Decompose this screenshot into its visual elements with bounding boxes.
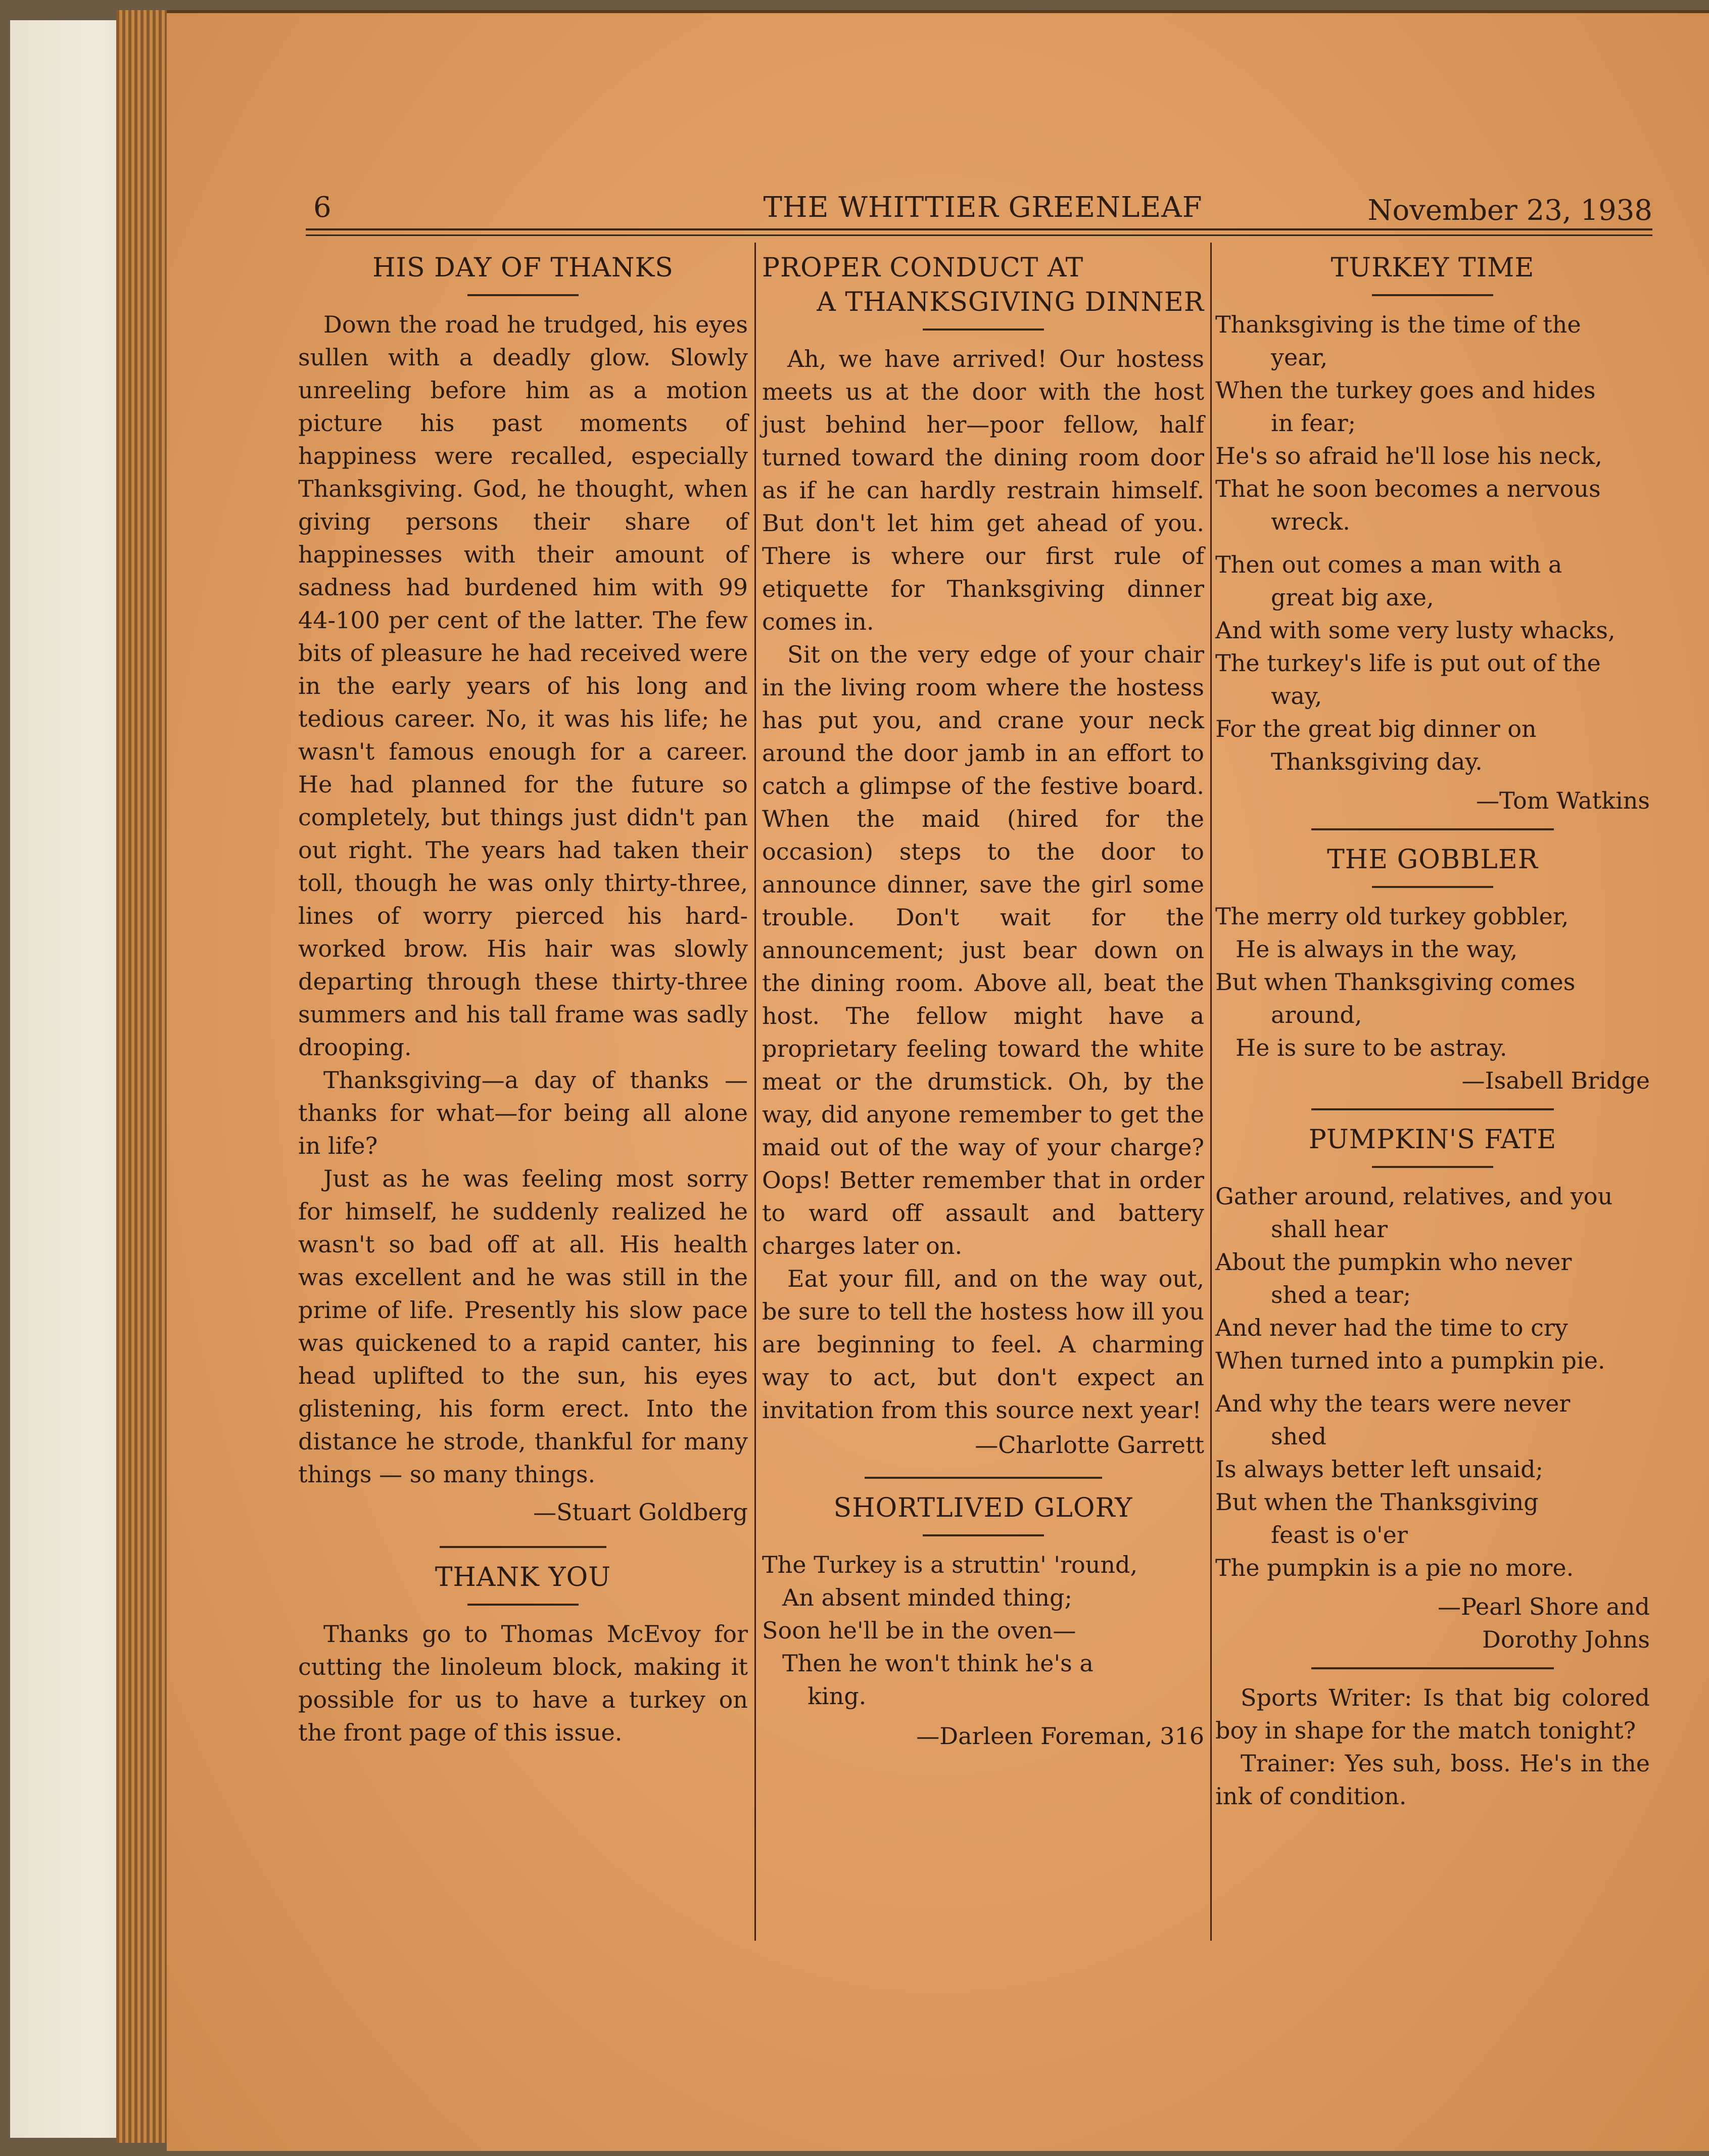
poem-line: Thanksgiving is the time of the bbox=[1215, 311, 1581, 338]
poem-line: The turkey's life is put out of the bbox=[1215, 649, 1601, 677]
poem-line: The pumpkin is a pie no more. bbox=[1215, 1554, 1574, 1581]
poem-line: But when Thanksgiving comes bbox=[1215, 968, 1576, 996]
poem-the-gobbler bbox=[1215, 900, 1650, 1064]
poem-line: around, bbox=[1271, 1001, 1362, 1028]
article-title-thank-you: THANK YOU bbox=[435, 1562, 611, 1592]
article-title-line-1: PROPER CONDUCT AT bbox=[762, 253, 1084, 283]
title-underline bbox=[467, 1604, 579, 1606]
article-signature: —Charlotte Garrett bbox=[975, 1431, 1204, 1459]
poem-line: When the turkey goes and hides bbox=[1215, 377, 1596, 404]
article-separator bbox=[1311, 1667, 1554, 1669]
poem-line: That he soon becomes a nervous bbox=[1215, 475, 1601, 502]
column-divider-right bbox=[1210, 243, 1212, 1941]
poem-line: feast is o'er bbox=[1271, 1521, 1408, 1549]
stanza-gap bbox=[1215, 538, 1650, 548]
poem-line: year, bbox=[1271, 344, 1328, 371]
poem-line: wreck. bbox=[1271, 508, 1350, 535]
poem-line: About the pumpkin who never bbox=[1215, 1248, 1572, 1276]
column-divider-left bbox=[754, 243, 756, 1941]
poem-line: shall hear bbox=[1271, 1215, 1388, 1243]
article-separator bbox=[865, 1477, 1102, 1479]
poem-line: When turned into a pumpkin pie. bbox=[1215, 1347, 1605, 1374]
poem-line: shed a tear; bbox=[1271, 1281, 1411, 1308]
poem-signature: —Tom Watkins bbox=[1476, 787, 1650, 814]
title-underline bbox=[467, 294, 579, 296]
header-rule-bottom bbox=[306, 235, 1652, 236]
poem-line: The merry old turkey gobbler, bbox=[1215, 903, 1569, 930]
poem-line: And why the tears were never bbox=[1215, 1390, 1571, 1417]
poem-signature: Dorothy Johns bbox=[1482, 1626, 1650, 1653]
article-paragraph: Eat your fill, and on the way out, be sure to tell the hostess how ill you are beginning to feel. A charming way to act, but don't expect an invitation from this source next year! bbox=[762, 1265, 1204, 1424]
article-separator bbox=[1311, 828, 1554, 830]
poem-line: An absent minded thing; bbox=[782, 1584, 1072, 1611]
article-paragraph: Thanks go to Thomas McEvoy for cutting the linoleum block, making it possible for us to have a turkey on the front page of this issue. bbox=[298, 1620, 748, 1746]
poem-title-pumpkins-fate: PUMPKIN'S FATE bbox=[1308, 1124, 1557, 1155]
stanza-gap bbox=[1215, 1377, 1650, 1387]
poem-line: The Turkey is a struttin' 'round, bbox=[762, 1551, 1138, 1578]
article-title-line-2: A THANKSGIVING DINNER bbox=[817, 287, 1204, 317]
issue-date: November 23, 1938 bbox=[1367, 194, 1652, 227]
poem-line: He is always in the way, bbox=[1236, 935, 1518, 963]
newspaper-title: THE WHITTIER GREENLEAF bbox=[763, 191, 1203, 224]
title-underline bbox=[1372, 886, 1493, 888]
poem-signature: —Isabell Bridge bbox=[1461, 1067, 1650, 1094]
article-paragraph: Thanksgiving—a day of thanks —thanks for what—for being all alone in life? bbox=[298, 1066, 748, 1159]
poem-line: And with some very lusty whacks, bbox=[1215, 617, 1616, 644]
article-signature: —Stuart Goldberg bbox=[533, 1498, 748, 1526]
poem-turkey-time bbox=[1215, 308, 1650, 778]
column-2 bbox=[762, 251, 1204, 1753]
poem-line: Gather around, relatives, and you bbox=[1215, 1183, 1613, 1210]
article-paragraph: Ah, we have arrived! Our hostess meets us at the door with the host just behind her—poor fellow, half turned toward the dining room door as if he can hardly restrain himself. But don't let him get ahead of you. There is where our first rule of etiquette for Thanksgiving dinner comes in. bbox=[762, 345, 1204, 635]
poem-line: in fear; bbox=[1271, 409, 1356, 437]
page-number: 6 bbox=[313, 191, 331, 224]
poem-line: Soon he'll be in the oven— bbox=[762, 1617, 1076, 1644]
joke-paragraph: Sports Writer: Is that big colored boy in shape for the match tonight? bbox=[1215, 1684, 1650, 1744]
poem-line: Thanksgiving day. bbox=[1271, 748, 1483, 775]
poem-line: king. bbox=[808, 1682, 867, 1710]
page-stack-edges bbox=[116, 10, 172, 2143]
poem-line: He is sure to be astray. bbox=[1236, 1034, 1507, 1061]
poem-line: shed bbox=[1271, 1423, 1326, 1450]
poem-line: Is always better left unsaid; bbox=[1215, 1456, 1544, 1483]
poem-line: great big axe, bbox=[1271, 584, 1434, 611]
column-3 bbox=[1215, 251, 1650, 1813]
poem-line: For the great big dinner on bbox=[1215, 715, 1537, 742]
poem-line: And never had the time to cry bbox=[1215, 1314, 1568, 1341]
article-separator bbox=[440, 1546, 606, 1548]
poem-shortlived-glory bbox=[762, 1549, 1204, 1713]
title-underline bbox=[923, 1534, 1044, 1536]
article-title-shortlived-glory: SHORTLIVED GLORY bbox=[833, 1493, 1133, 1523]
poem-title-the-gobbler: THE GOBBLER bbox=[1327, 845, 1538, 875]
title-underline bbox=[1372, 294, 1493, 296]
page-header bbox=[313, 191, 1652, 226]
poem-title-turkey-time: TURKEY TIME bbox=[1331, 253, 1535, 283]
column-1 bbox=[298, 251, 748, 1749]
article-separator bbox=[1311, 1108, 1554, 1110]
article-title-his-day-of-thanks: HIS DAY OF THANKS bbox=[372, 253, 674, 283]
title-underline bbox=[923, 329, 1044, 331]
poem-line: He's so afraid he'll lose his neck, bbox=[1215, 442, 1602, 470]
poem-line: Then he won't think he's a bbox=[782, 1650, 1094, 1677]
joke-paragraph: Trainer: Yes suh, boss. He's in the ink of condition. bbox=[1215, 1750, 1650, 1810]
header-rule-top bbox=[306, 228, 1652, 230]
title-underline bbox=[1372, 1166, 1493, 1168]
poem-line: way, bbox=[1271, 682, 1322, 710]
article-signature: —Darleen Foreman, 316 bbox=[916, 1722, 1204, 1750]
poem-line: But when the Thanksgiving bbox=[1215, 1488, 1539, 1516]
article-paragraph: Down the road he trudged, his eyes sullen with a deadly glow. Slowly unreeling before him as a motion picture his past moments of happiness were recalled, especially Thanksgiving. God, he thought, when giving persons their share of happinesses with their amount of sadness had burdened him with 99 44-100 per cent of the latter. The few bits of pleasure he had received were in the early years of his long and tedious career. No, it was his life; he wasn't famous enough for a career. He had planned for the future so completely, but things just didn't pan out right. The years had taken their toll, though he was only thirty-three, lines of worry pierced his hard-worked brow. His hair was slowly departing through these thirty-three summers and his tall frame was sadly drooping. bbox=[298, 311, 748, 1061]
poem-line: Then out comes a man with a bbox=[1215, 551, 1562, 578]
poem-pumpkins-fate bbox=[1215, 1180, 1650, 1584]
poem-signature: —Pearl Shore and bbox=[1437, 1593, 1650, 1620]
article-paragraph: Just as he was feeling most sorry for himself, he suddenly realized he wasn't so bad off at all. His health was excellent and he was still in the prime of life. Presently his slow pace was quickened to a rapid canter, his head uplifted to the sun, his eyes glistening, his form erect. Into the distance he strode, thankful for many things — so many things. bbox=[298, 1165, 748, 1488]
article-paragraph: Sit on the very edge of your chair in the living room where the hostess has put you, and crane your neck around the door jamb in an effort to catch a glimpse of the festive board. When the maid (hired for the occasion) steps to the door to announce dinner, save the girl some trouble. Don't wait for the announcement; just bear down on the dining room. Above all, beat the host. The fellow might have a proprietary feeling toward the white meat or the drumstick. Oh, by the way, did anyone remember to get the maid out of the way of your charge? Oops! Better remember that in order to ward off assault and battery charges later on. bbox=[762, 641, 1204, 1259]
